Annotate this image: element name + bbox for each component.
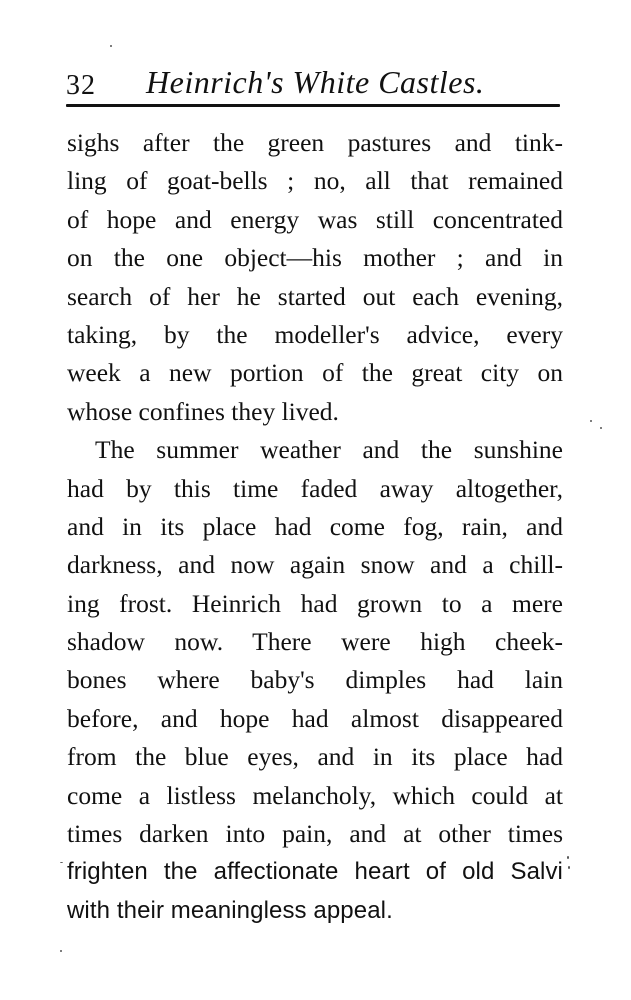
print-speck <box>60 950 62 952</box>
body-text <box>67 124 563 930</box>
running-head <box>66 62 560 102</box>
running-title: Heinrich's White Castles. <box>146 64 485 100</box>
text-line: The summer weather and the sunshine <box>95 435 563 465</box>
print-speck <box>600 427 602 429</box>
text-line: bones where baby's dimples had lain <box>67 665 563 695</box>
text-line: taking, by the modeller's advice, every <box>67 319 563 349</box>
print-speck <box>110 45 112 47</box>
paragraph-2 <box>67 431 563 930</box>
text-line: week a new portion of the great city on <box>67 358 563 388</box>
text-line: ling of goat-bells ; no, all that remained <box>67 166 563 196</box>
page-number: 32 <box>66 70 96 101</box>
text-line: whose confines they lived. <box>67 396 339 426</box>
print-speck <box>590 420 592 422</box>
paragraph-1 <box>67 124 563 431</box>
text-line: with their meaningless appeal. <box>67 896 393 924</box>
text-line: before, and hope had almost disappeared <box>67 703 563 733</box>
text-line: search of her he started out each evening, <box>67 281 563 311</box>
text-line: and in its place had come fog, rain, and <box>67 511 563 541</box>
print-speck <box>567 856 569 859</box>
text-line: sighs after the green pastures and tink- <box>67 128 563 157</box>
text-line: frighten the affectionate heart of old Salvi <box>67 858 563 886</box>
text-line: darkness, and now again snow and a chill- <box>67 550 563 580</box>
text-line: had by this time faded away altogether, <box>67 473 563 503</box>
text-line: on the one object—his mother ; and in <box>67 243 563 273</box>
print-speck <box>60 862 63 863</box>
print-speck <box>568 866 570 869</box>
text-line: times darken into pain, and at other times <box>67 819 563 849</box>
text-line: of hope and energy was still concentrated <box>67 204 563 234</box>
text-line: shadow now. There were high cheek- <box>67 627 563 657</box>
text-line: come a listless melancholy, which could at <box>67 780 563 810</box>
header-rule <box>66 104 560 107</box>
text-line: ing frost. Heinrich had grown to a mere <box>67 588 563 618</box>
text-line: from the blue eyes, and in its place had <box>67 742 563 772</box>
